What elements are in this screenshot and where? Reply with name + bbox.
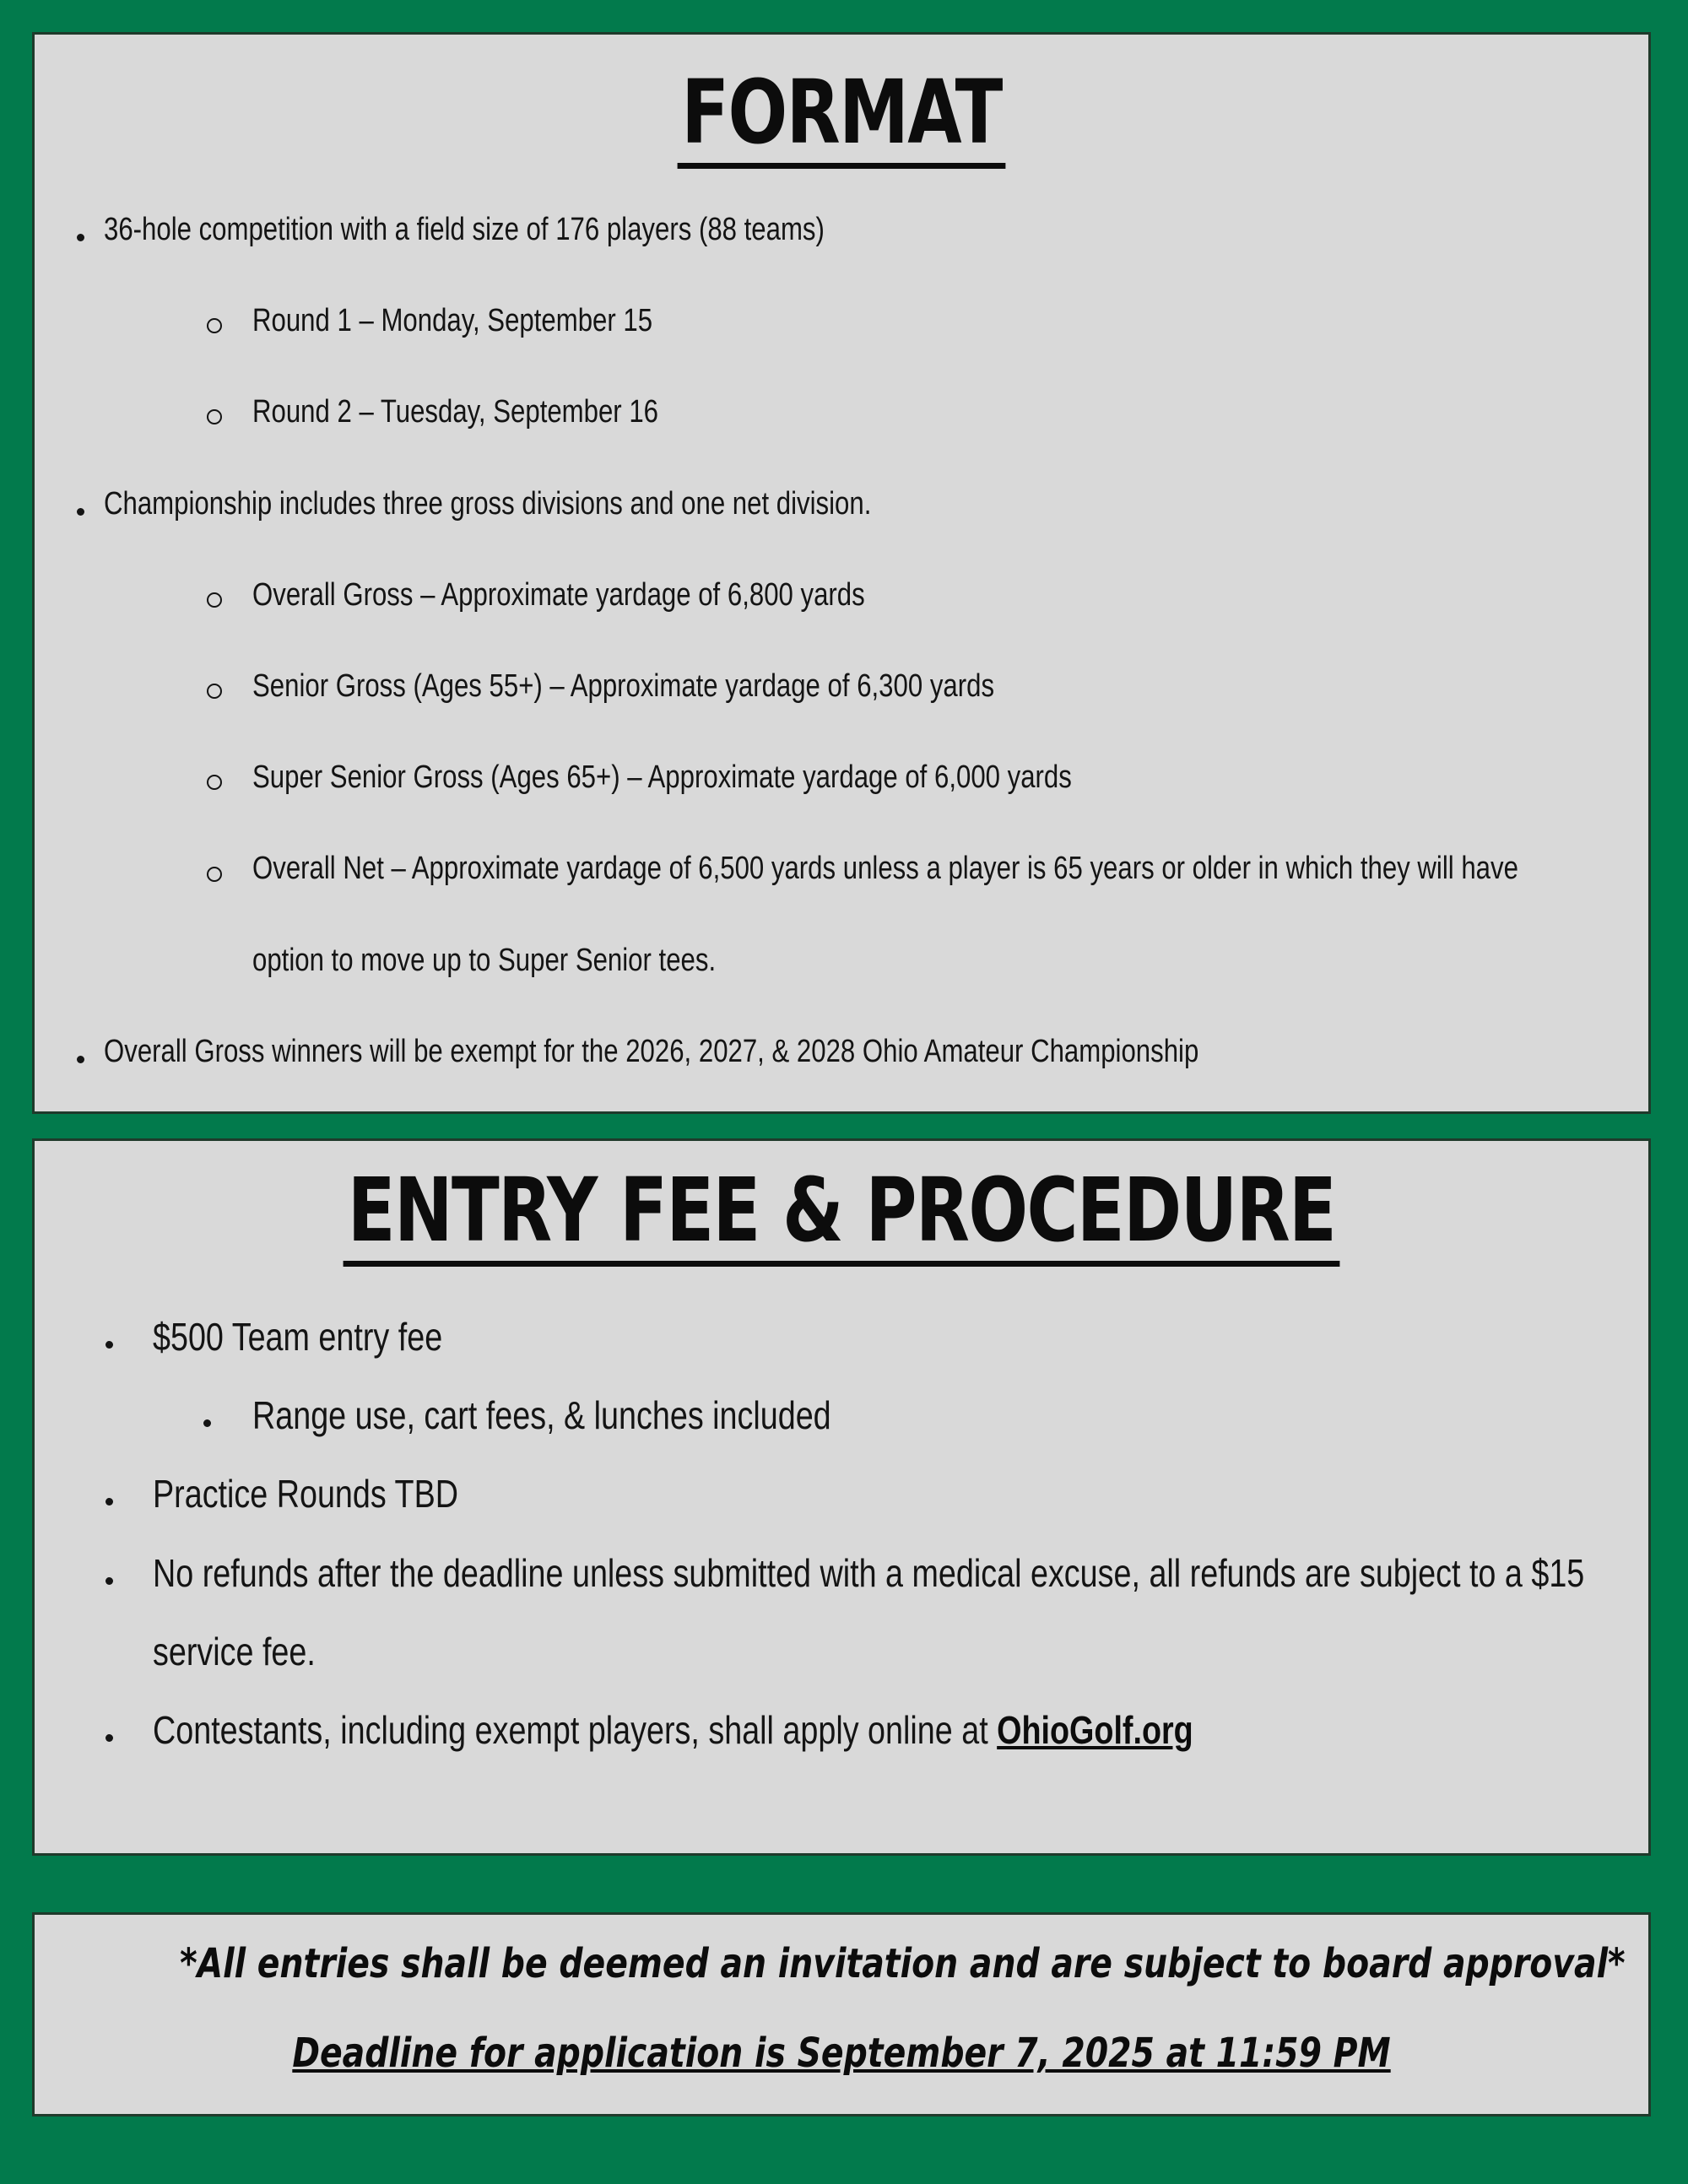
- format-subitem-continued: option to move up to Super Senior tees.: [252, 943, 717, 978]
- bullet-icon: [77, 234, 84, 241]
- entry-item: $500 Team entry fee: [153, 1315, 443, 1359]
- apply-text: Contestants, including exempt players, shall apply online at: [153, 1708, 998, 1752]
- circle-bullet-icon: [207, 684, 222, 699]
- entry-panel: [32, 1138, 1651, 1856]
- format-subitem: Super Senior Gross (Ages 65+) – Approximate yardage of 6,000 yards: [252, 760, 1072, 795]
- format-subitem: Round 2 – Tuesday, September 16: [252, 394, 658, 430]
- format-item: 36-hole competition with a field size of 176 players (88 teams): [104, 212, 825, 247]
- format-item: Championship includes three gross divisions and one net division.: [104, 486, 872, 522]
- bullet-icon: [106, 1341, 113, 1349]
- bullet-icon: [106, 1577, 113, 1585]
- format-subitem: Senior Gross (Ages 55+) – Approximate yardage of 6,300 yards: [252, 668, 995, 704]
- format-heading-text: FORMAT: [677, 65, 1005, 169]
- bullet-icon: [203, 1419, 211, 1427]
- entry-heading: [196, 1159, 1487, 1267]
- notice-panel: [32, 1912, 1651, 2116]
- bullet-icon: [106, 1734, 113, 1742]
- circle-bullet-icon: [207, 867, 222, 882]
- circle-bullet-icon: [207, 592, 222, 608]
- board-approval-notice: *All entries shall be deemed an invitation and are subject to board approval*: [180, 1940, 1626, 1987]
- format-subitem: Overall Gross – Approximate yardage of 6,800 yards: [252, 577, 865, 613]
- format-subitem: Overall Net – Approximate yardage of 6,500 yards unless a player is 65 years or older in which they will have: [252, 851, 1518, 886]
- entry-item: Practice Rounds TBD: [153, 1472, 458, 1516]
- bullet-icon: [77, 1056, 84, 1063]
- entry-item-continued: service fee.: [153, 1630, 316, 1673]
- format-subitem: Round 1 – Monday, September 15: [252, 303, 653, 338]
- entry-item-apply: [153, 1707, 1193, 1753]
- bullet-icon: [77, 508, 84, 516]
- entry-subitem: Range use, cart fees, & lunches included: [252, 1393, 831, 1437]
- deadline-notice: Deadline for application is September 7, 2025 at 11:59 PM: [292, 2030, 1391, 2077]
- format-heading: [196, 61, 1487, 169]
- circle-bullet-icon: [207, 775, 222, 790]
- circle-bullet-icon: [207, 409, 222, 424]
- ohiogolf-link[interactable]: OhioGolf.org: [997, 1708, 1193, 1752]
- format-item: Overall Gross winners will be exempt for the 2026, 2027, & 2028 Ohio Amateur Championship: [104, 1034, 1199, 1069]
- circle-bullet-icon: [207, 318, 222, 333]
- bullet-icon: [106, 1498, 113, 1506]
- entry-heading-text: ENTRY FEE & PROCEDURE: [344, 1163, 1339, 1267]
- format-panel: [32, 32, 1651, 1114]
- entry-item: No refunds after the deadline unless submitted with a medical excuse, all refunds are subject to a $15: [153, 1551, 1585, 1595]
